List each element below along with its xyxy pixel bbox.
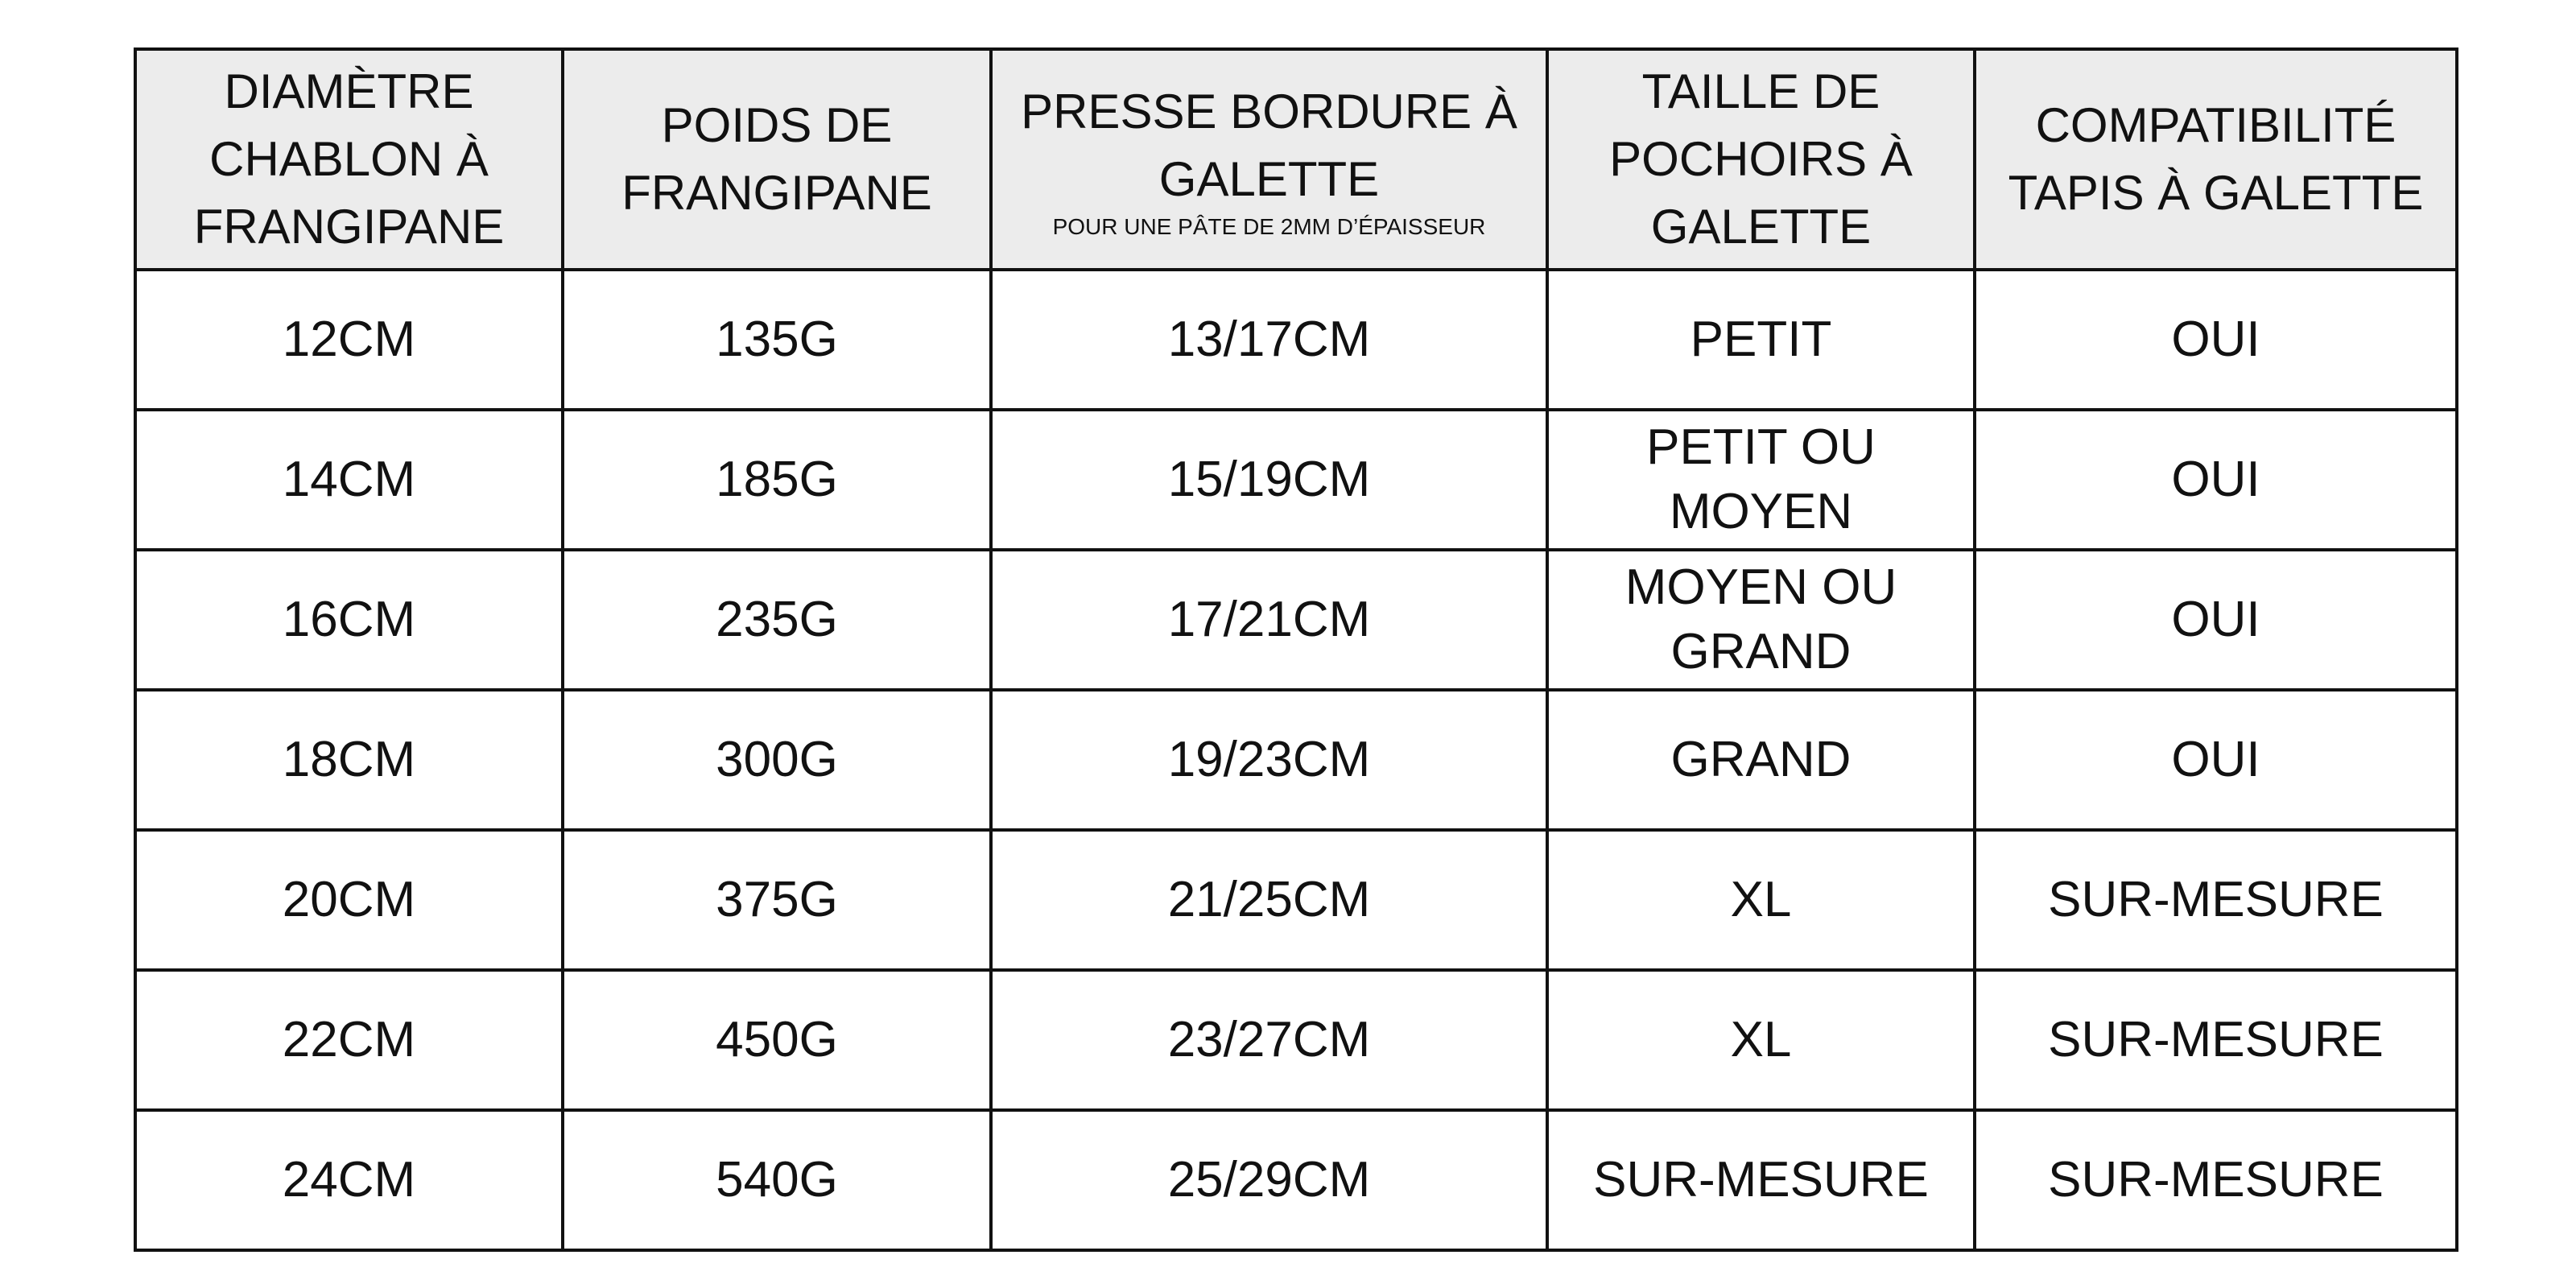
table-row <box>135 830 2457 970</box>
header-taille <box>1547 49 1975 270</box>
cell-diametre: 14CM <box>135 410 563 550</box>
cell-poids: 185G <box>563 410 991 550</box>
cell-compatibilite: OUI <box>1975 690 2457 830</box>
table-row <box>135 550 2457 690</box>
header-row <box>135 49 2457 270</box>
size-table <box>134 47 2458 1252</box>
cell-taille: SUR-MESURE <box>1547 1110 1975 1250</box>
header-sublabel: POUR UNE PÂTE DE 2MM D’ÉPAISSEUR <box>1052 214 1486 239</box>
header-diametre <box>135 49 563 270</box>
header-poids <box>563 49 991 270</box>
table-row <box>135 970 2457 1110</box>
cell-presse: 23/27CM <box>991 970 1547 1110</box>
cell-taille: XL <box>1547 830 1975 970</box>
cell-poids: 135G <box>563 270 991 410</box>
cell-diametre: 12CM <box>135 270 563 410</box>
cell-presse: 19/23CM <box>991 690 1547 830</box>
cell-compatibilite: OUI <box>1975 550 2457 690</box>
header-label: TAILLE DE POCHOIRS À GALETTE <box>1609 64 1913 254</box>
header-label: PRESSE BORDURE À GALETTE <box>1021 85 1517 206</box>
cell-presse: 17/21CM <box>991 550 1547 690</box>
header-label: POIDS DE FRANGIPANE <box>621 98 932 220</box>
cell-compatibilite: OUI <box>1975 410 2457 550</box>
cell-poids: 235G <box>563 550 991 690</box>
cell-compatibilite: SUR-MESURE <box>1975 970 2457 1110</box>
cell-presse: 21/25CM <box>991 830 1547 970</box>
cell-diametre: 20CM <box>135 830 563 970</box>
cell-diametre: 22CM <box>135 970 563 1110</box>
table-row <box>135 270 2457 410</box>
table-row <box>135 410 2457 550</box>
cell-poids: 375G <box>563 830 991 970</box>
header-presse <box>991 49 1547 270</box>
cell-diametre: 18CM <box>135 690 563 830</box>
cell-poids: 540G <box>563 1110 991 1250</box>
cell-presse: 13/17CM <box>991 270 1547 410</box>
cell-taille: PETIT OU MOYEN <box>1547 410 1975 550</box>
cell-compatibilite: OUI <box>1975 270 2457 410</box>
cell-taille: XL <box>1547 970 1975 1110</box>
cell-compatibilite: SUR-MESURE <box>1975 1110 2457 1250</box>
cell-presse: 15/19CM <box>991 410 1547 550</box>
cell-poids: 450G <box>563 970 991 1110</box>
table-row <box>135 1110 2457 1250</box>
cell-poids: 300G <box>563 690 991 830</box>
cell-diametre: 16CM <box>135 550 563 690</box>
table-row <box>135 690 2457 830</box>
cell-presse: 25/29CM <box>991 1110 1547 1250</box>
cell-compatibilite: SUR-MESURE <box>1975 830 2457 970</box>
cell-diametre: 24CM <box>135 1110 563 1250</box>
cell-taille: GRAND <box>1547 690 1975 830</box>
header-label: COMPATIBILITÉ TAPIS À GALETTE <box>2008 98 2424 220</box>
header-compatibilite <box>1975 49 2457 270</box>
cell-taille: PETIT <box>1547 270 1975 410</box>
header-label: DIAMÈTRE CHABLON À FRANGIPANE <box>193 64 505 254</box>
cell-taille: MOYEN OU GRAND <box>1547 550 1975 690</box>
